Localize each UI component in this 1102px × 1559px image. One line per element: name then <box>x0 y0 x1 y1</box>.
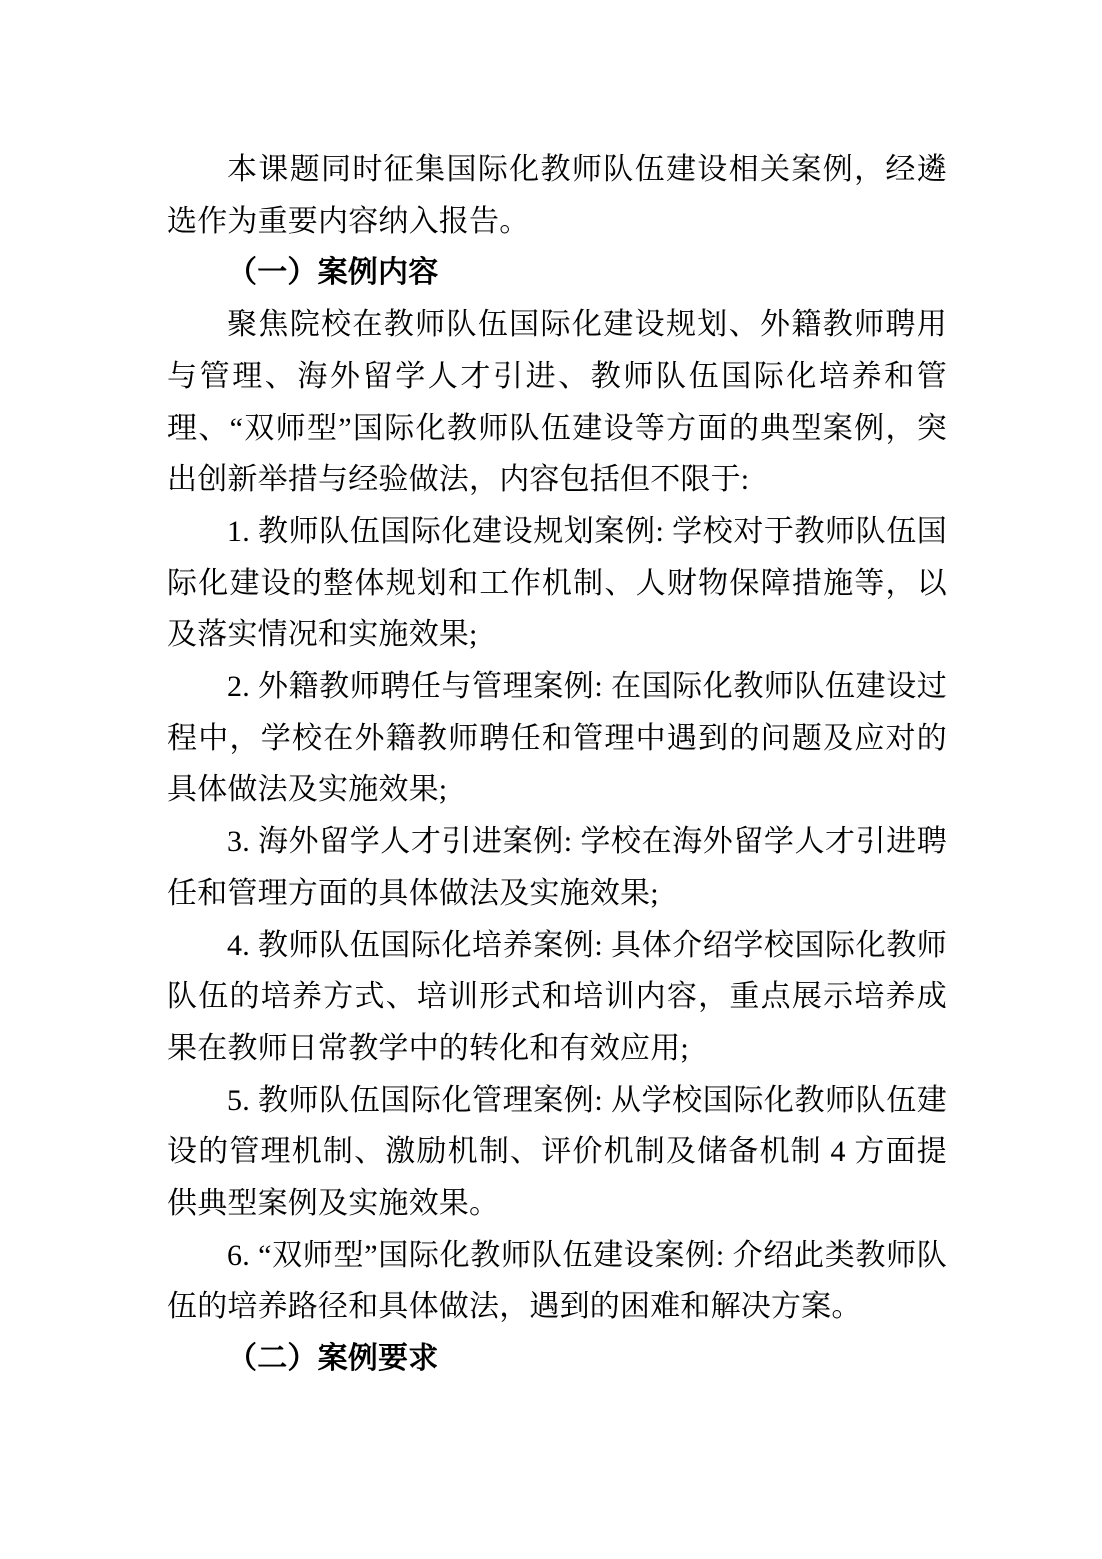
list-item-case-2: 2. 外籍教师聘任与管理案例: 在国际化教师队伍建设过程中，学校在外籍教师聘任和管理中遇到的问题及应对的具体做法及实施效果; <box>167 670 947 807</box>
paragraph-case-scope: 聚焦院校在教师队伍国际化建设规划、外籍教师聘用与管理、海外留学人才引进、教师队伍国际化培养和管理、“双师型”国际化教师队伍建设等方面的典型案例，突出创新举措与经验做法，内容包括但不限于: <box>167 308 947 497</box>
list-item-case-4: 4. 教师队伍国际化培养案例: 具体介绍学校国际化教师队伍的培养方式、培训形式和培训内容，重点展示培养成果在教师日常教学中的转化和有效应用; <box>167 928 947 1065</box>
document-body <box>167 144 947 1385</box>
paragraph-intro: 本课题同时征集国际化教师队伍建设相关案例，经遴选作为重要内容纳入报告。 <box>167 153 947 238</box>
list-item-case-3: 3. 海外留学人才引进案例: 学校在海外留学人才引进聘任和管理方面的具体做法及实施效果; <box>167 825 947 910</box>
list-item-case-1: 1. 教师队伍国际化建设规划案例: 学校对于教师队伍国际化建设的整体规划和工作机制、人财物保障措施等，以及落实情况和实施效果; <box>167 514 947 652</box>
list-item-case-6: 6. “双师型”国际化教师队伍建设案例: 介绍此类教师队伍的培养路径和具体做法，遇到的困难和解决方案。 <box>167 1238 947 1324</box>
heading-case-requirements: （二）案例要求 <box>227 1342 439 1376</box>
list-item-case-5: 5. 教师队伍国际化管理案例: 从学校国际化教师队伍建设的管理机制、激励机制、评价机制及储备机制 4 方面提供典型案例及实施效果。 <box>167 1083 947 1221</box>
heading-case-content: （一）案例内容 <box>227 256 439 290</box>
